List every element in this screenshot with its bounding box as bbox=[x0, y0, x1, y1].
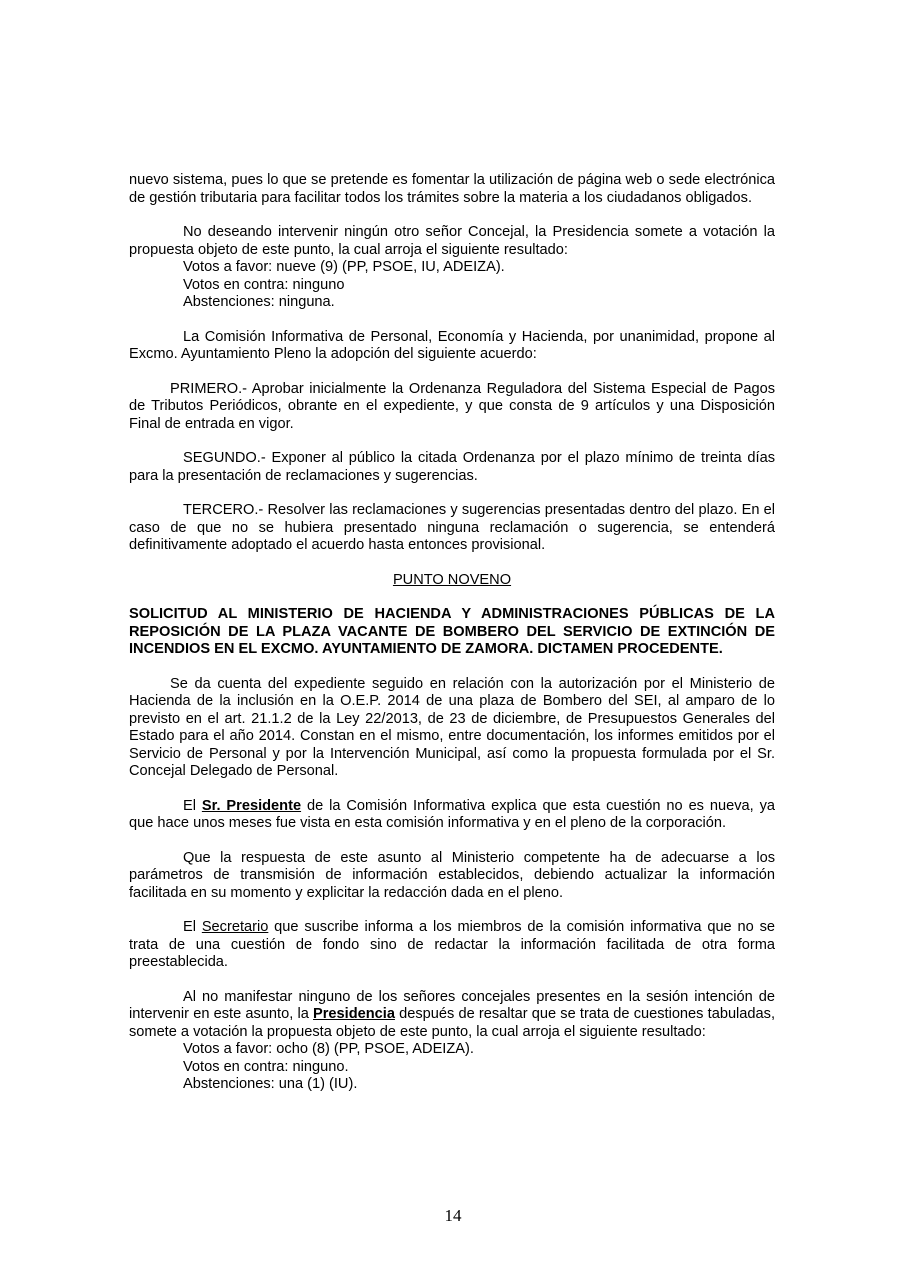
document-body bbox=[129, 172, 775, 1094]
votes-against: Votos en contra: ninguno. bbox=[183, 1058, 349, 1075]
agreement-segundo: SEGUNDO.- Exponer al público la citada Ordenanza por el plazo mínimo de treinta días para la presentación de reclamaciones y sugerencias. bbox=[129, 450, 775, 484]
section-heading: SOLICITUD AL MINISTERIO DE HACIENDA Y ADMINISTRACIONES PÚBLICAS DE LA REPOSICIÓN DE LA PLAZA VACANTE DE BOMBERO DEL SERVICIO DE EXTINCIÓN DE INCENDIOS EN EL EXCMO. AYUNTAMIENTO DE ZAMORA. DICTAMEN PROCEDENTE. bbox=[129, 606, 775, 657]
paragraph-intro-continuation: nuevo sistema, pues lo que se pretende es fomentar la utilización de página web o sede electrónica de gestión tributaria para facilitar todos los trámites sobre la materia a los ciudadanos obligados. bbox=[129, 172, 775, 206]
paragraph-presidencia-vote bbox=[129, 989, 775, 1042]
speaker-presidencia: Presidencia bbox=[313, 1006, 395, 1022]
votes-in-favor: Votos a favor: nueve (9) (PP, PSOE, IU, ADEIZA). bbox=[183, 259, 505, 275]
speaker-secretario: Secretario bbox=[201, 919, 269, 935]
votes-in-favor: Votos a favor: ocho (8) (PP, PSOE, ADEIZA). bbox=[183, 1041, 474, 1057]
section-title-punto-noveno: PUNTO NOVENO bbox=[392, 571, 512, 588]
agreement-tercero: TERCERO.- Resolver las reclamaciones y sugerencias presentadas dentro del plazo. En el caso de que no se hubiera presentado ninguna reclamación o sugerencia, se entenderá definitivamente adoptado el acuerdo hasta entonces provisional. bbox=[129, 502, 775, 553]
votes-against: Votos en contra: ninguno bbox=[183, 276, 345, 293]
paragraph-expediente: Se da cuenta del expediente seguido en relación con la autorización por el Ministerio de Hacienda de la inclusión en la O.E.P. 2014 de una plaza de Bombero del SEI, al amparo de lo previsto en el art. 21.1.2 de la Ley 22/2013, de 23 de diciembre, de Presupuestos Generales del Estado para el año 2014. Constan en el mismo, entre documentación, los informes emitidos por el Servicio de Personal y por la Intervención Municipal, así como la propuesta formulada por el Sr. Concejal Delegado de Personal. bbox=[129, 675, 775, 779]
votes-abstentions: Abstenciones: ninguna. bbox=[183, 294, 335, 310]
text-fragment: Al no manifestar ninguno de los señores concejales presentes en la sesión intención de intervenir en este asunto, la bbox=[129, 988, 775, 1022]
text-fragment: El bbox=[183, 797, 202, 814]
votes-abstentions: Abstenciones: una (1) (IU). bbox=[183, 1076, 358, 1092]
paragraph-commission-proposal: La Comisión Informativa de Personal, Economía y Hacienda, por unanimidad, propone al Excmo. Ayuntamiento Pleno la adopción del siguiente acuerdo: bbox=[129, 328, 775, 362]
text-fragment: de la Comisión Informativa explica que esta cuestión no es nueva, ya que hace unos meses fue vista en esta comisión informativa y en el pleno de la corporación. bbox=[129, 797, 775, 831]
paragraph-secretario bbox=[129, 919, 775, 972]
text-fragment: que suscribe informa a los miembros de la comisión informativa que no se trata de una cuestión de fondo sino de redactar la información facilitada de otra forma preestablecida. bbox=[129, 919, 775, 970]
page-number: 14 bbox=[444, 1206, 462, 1225]
text-fragment: El bbox=[183, 919, 202, 935]
paragraph-voting-call: No deseando intervenir ningún otro señor Concejal, la Presidencia somete a votación la propuesta objeto de este punto, la cual arroja el siguiente resultado: bbox=[129, 224, 775, 258]
vote-results-second bbox=[129, 1041, 775, 1094]
text-fragment: después de resaltar que se trata de cuestiones tabuladas, somete a votación la propuesta objeto de este punto, la cual arroja el siguiente resultado: bbox=[129, 1006, 775, 1040]
agreement-primero: PRIMERO.- Aprobar inicialmente la Ordenanza Reguladora del Sistema Especial de Pagos de Tributos Periódicos, obrante en el expediente, y que consta de 9 artículos y una Disposición Final de entrada en vigor. bbox=[129, 380, 775, 432]
vote-results-first bbox=[129, 259, 775, 312]
speaker-presidente: Sr. Presidente bbox=[201, 797, 302, 814]
paragraph-presidente bbox=[129, 798, 775, 833]
paragraph-ministerio-response: Que la respuesta de este asunto al Ministerio competente ha de adecuarse a los parámetros de transmisión de información establecidos, debiendo actualizar la información facilitada en su momento y explicitar la redacción dada en el pleno. bbox=[129, 849, 775, 901]
